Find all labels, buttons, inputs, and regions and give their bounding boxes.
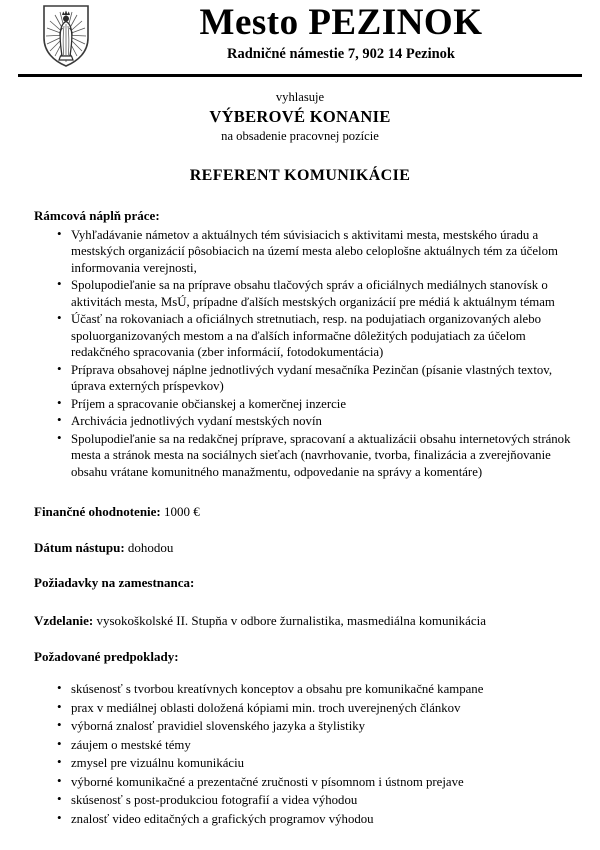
announcement-block	[0, 89, 600, 145]
list-item: • Vyhľadávanie námetov a aktuálnych tém súvisiacich s aktivitami mesta, mestského úradu a mestských organizácií pôsobiacich na území mesta alebo celoplošne aktuálnych tém za účelom informovania verejnosti,	[34, 227, 578, 277]
position-title: REFERENT KOMUNIKÁCIE	[189, 167, 411, 185]
list-item: • Spolupodieľanie sa na príprave obsahu tlačových správ a oficiálnych mediálnych stanovísk o aktivitách mesta, MsÚ, prípadne ďalších mestských organizácií pre médiá k aktuálnym témam	[34, 277, 578, 310]
prerequisites-heading: Požadované predpoklady:	[34, 648, 179, 664]
spacer	[34, 521, 586, 539]
announce-verb: vyhlasuje	[275, 90, 325, 104]
education-label: Vzdelanie:	[34, 612, 94, 628]
start-date-value: dohodou	[127, 539, 174, 555]
coat-of-arms-icon	[42, 4, 90, 68]
list-item: • prax v mediálnej oblasti doložená kópiami min. troch uverejnených článkov	[34, 700, 586, 717]
list-item: • Spolupodieľanie sa na redakčnej príprave, spracovaní a aktualizácii obsahu internetových stránok mesta a stránok mesta na sociálnych sieťach (navrhovanie, tvorba, finalizácia a zverejňovanie obsahu vrátane komunitného manažmentu, odpovedanie na správy a komentáre)	[34, 431, 578, 481]
city-title: Mesto PEZINOK	[199, 2, 483, 43]
list-item: • zmysel pre vizuálnu komunikáciu	[34, 755, 586, 772]
list-item: • znalosť video editačných a grafických programov výhodou	[34, 811, 586, 828]
spacer	[34, 481, 586, 503]
header-text-block	[100, 2, 582, 63]
spacer	[34, 667, 586, 681]
document-header	[0, 0, 600, 78]
salary-value: 1000 €	[164, 504, 200, 520]
salary-label: Finančné ohodnotenie:	[34, 504, 161, 520]
header-divider	[18, 74, 582, 77]
spacer	[34, 630, 586, 648]
prerequisites-list	[34, 681, 586, 827]
salary-row	[34, 503, 586, 521]
start-date-row	[34, 539, 586, 557]
list-item: • záujem o mestské témy	[34, 737, 586, 754]
list-item: • Príjem a spracovanie občianskej a komerčnej inzercie	[34, 396, 578, 413]
duties-list	[34, 227, 586, 481]
duties-heading: Rámcová náplň práce:	[34, 208, 160, 224]
list-item: • Archivácia jednotlivých vydaní mestských novín	[34, 413, 578, 430]
start-date-label: Dátum nástupu:	[34, 539, 125, 555]
list-item: • výborné komunikačné a prezentačné zručnosti v písomnom i ústnom prejave	[34, 774, 586, 791]
list-item: • Účasť na rokovaniach a oficiálnych stretnutiach, resp. na podujatiach organizovaných alebo spoluorganizovaných mestom a na ďalších informačne dôležitých podujatiach za účelom redakčného spracovania (zber informácií, fotodokumentácia)	[34, 311, 578, 361]
education-value: vysokoškolské II. Stupňa v odbore žurnalistika, masmediálna komunikácia	[96, 612, 487, 628]
announce-type: VÝBEROVÉ KONANIE	[209, 107, 391, 126]
spacer	[34, 556, 586, 574]
document-body	[0, 207, 600, 827]
announce-purpose: na obsadenie pracovnej pozície	[221, 129, 379, 144]
city-address: Radničné námestie 7, 902 14 Pezinok	[227, 45, 455, 62]
list-item: • výborná znalosť pravidiel slovenského jazyka a štylistiky	[34, 718, 586, 735]
list-item: • skúsenosť s post-produkciou fotografií a videa výhodou	[34, 792, 586, 809]
spacer	[34, 594, 586, 612]
requirements-heading: Požiadavky na zamestnanca:	[34, 575, 195, 591]
education-row	[34, 612, 586, 630]
list-item: • skúsenosť s tvorbou kreatívnych konceptov a obsahu pre komunikačné kampane	[34, 681, 586, 698]
list-item: • Príprava obsahovej náplne jednotlivých vydaní mesačníka Pezinčan (písanie vlastných textov, úprava externých príspevkov)	[34, 362, 578, 395]
